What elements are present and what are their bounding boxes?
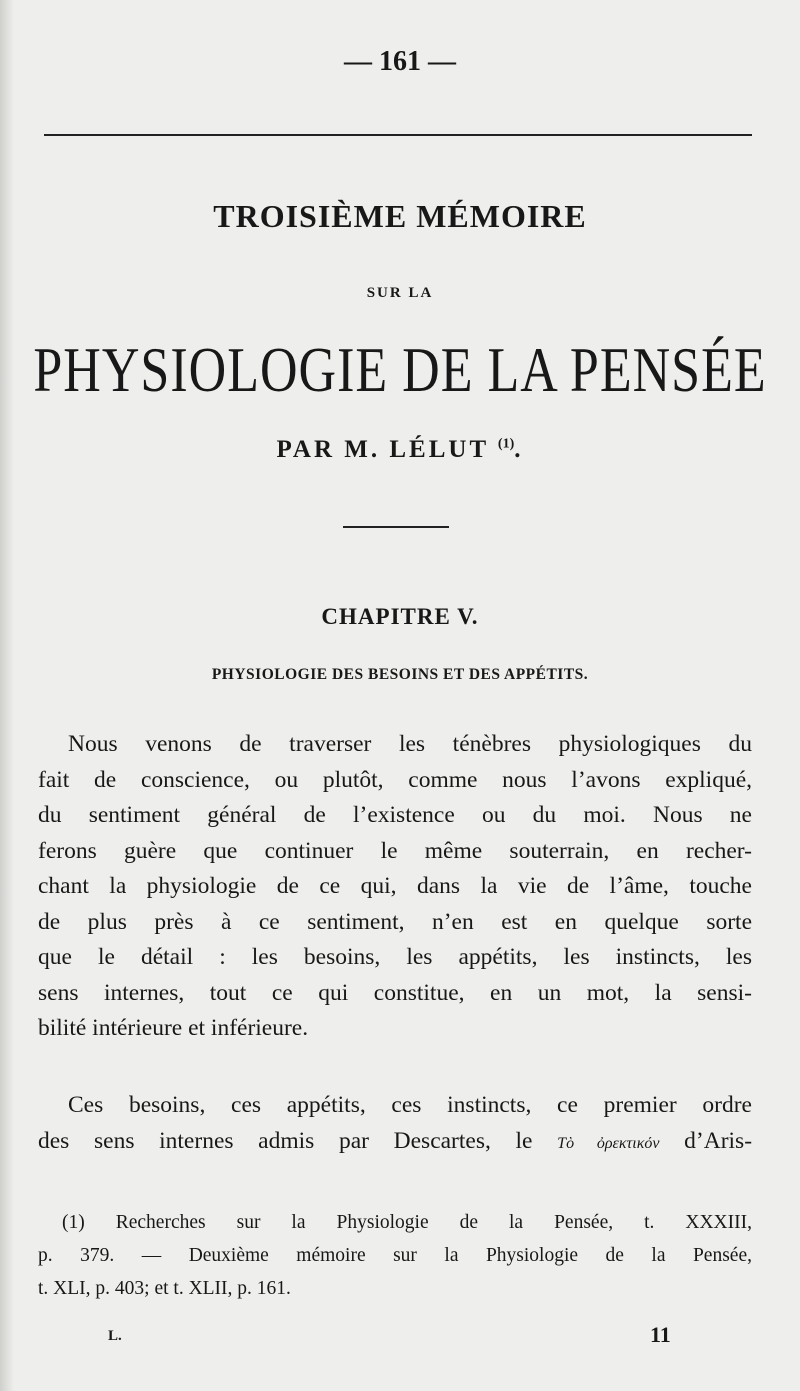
- text-line: Ces besoins, ces appétits, ces instincts, ce premier ordre: [68, 1092, 752, 1118]
- page-number: — 161 —: [344, 46, 456, 77]
- footnote-line: p. 379. — Deuxième mémoire sur la Physiologie de la Pensée,: [38, 1245, 752, 1266]
- paragraph-1: [38, 727, 752, 1047]
- footnote-mark: (1): [497, 436, 515, 452]
- text-line: ferons guère que continuer le même souterrain, en recher-: [38, 837, 752, 864]
- text-segment: d’Aris-: [684, 1127, 752, 1154]
- text-line: du sentiment général de l’existence ou du moi. Nous ne: [38, 802, 752, 828]
- footnote: [38, 1206, 752, 1305]
- text-line: fait de conscience, ou plutôt, comme nous l’avons expliqué,: [38, 766, 752, 793]
- author-name: PAR M. LÉLUT: [276, 436, 489, 463]
- footnote-line: t. XLI, p. 403; et t. XLII, p. 161.: [38, 1278, 291, 1299]
- text-line: chant la physiologie de ce qui, dans la vie de l’âme, touche: [38, 873, 752, 899]
- author-line: PAR M. LÉLUT $^{(1)}$.: [276, 436, 524, 463]
- memoir-title: TROISIÈME MÉMOIRE: [213, 198, 587, 234]
- title-connector: SUR LA: [366, 285, 434, 301]
- text-line: Nous venons de traverser les ténèbres physiologiques du: [68, 731, 752, 757]
- text-line-with-greek: [38, 1124, 752, 1162]
- main-title: PHYSIOLOGIE DE LA PENSÉE: [33, 336, 767, 406]
- text-segment: des sens internes admis par Descartes, le: [38, 1127, 533, 1154]
- paragraph-2: [38, 1088, 752, 1161]
- chapter-heading: CHAPITRE V.: [321, 604, 479, 629]
- header-rule: [44, 134, 752, 136]
- text-line: sens internes, tout ce qui constitue, en un mot, la sensi-: [38, 979, 752, 1006]
- chapter-subtitle: PHYSIOLOGIE DES BESOINS ET DES APPÉTITS.: [211, 666, 589, 683]
- text-line: que le détail : les besoins, les appétits, les instincts, les: [38, 944, 752, 970]
- section-rule: [343, 526, 449, 528]
- text-line: de plus près à ce sentiment, n’en est en quelque sorte: [38, 908, 752, 935]
- footnote-line: (1) Recherches sur la Physiologie de la Pensée, t. XXXIII,: [62, 1212, 752, 1233]
- text-line: bilité intérieure et inférieure.: [38, 1015, 309, 1041]
- greek-term: Τὸ ὀρεκτικόν: [557, 1134, 660, 1152]
- signature-mark: L.: [108, 1328, 122, 1344]
- signature-number: 11: [650, 1322, 671, 1347]
